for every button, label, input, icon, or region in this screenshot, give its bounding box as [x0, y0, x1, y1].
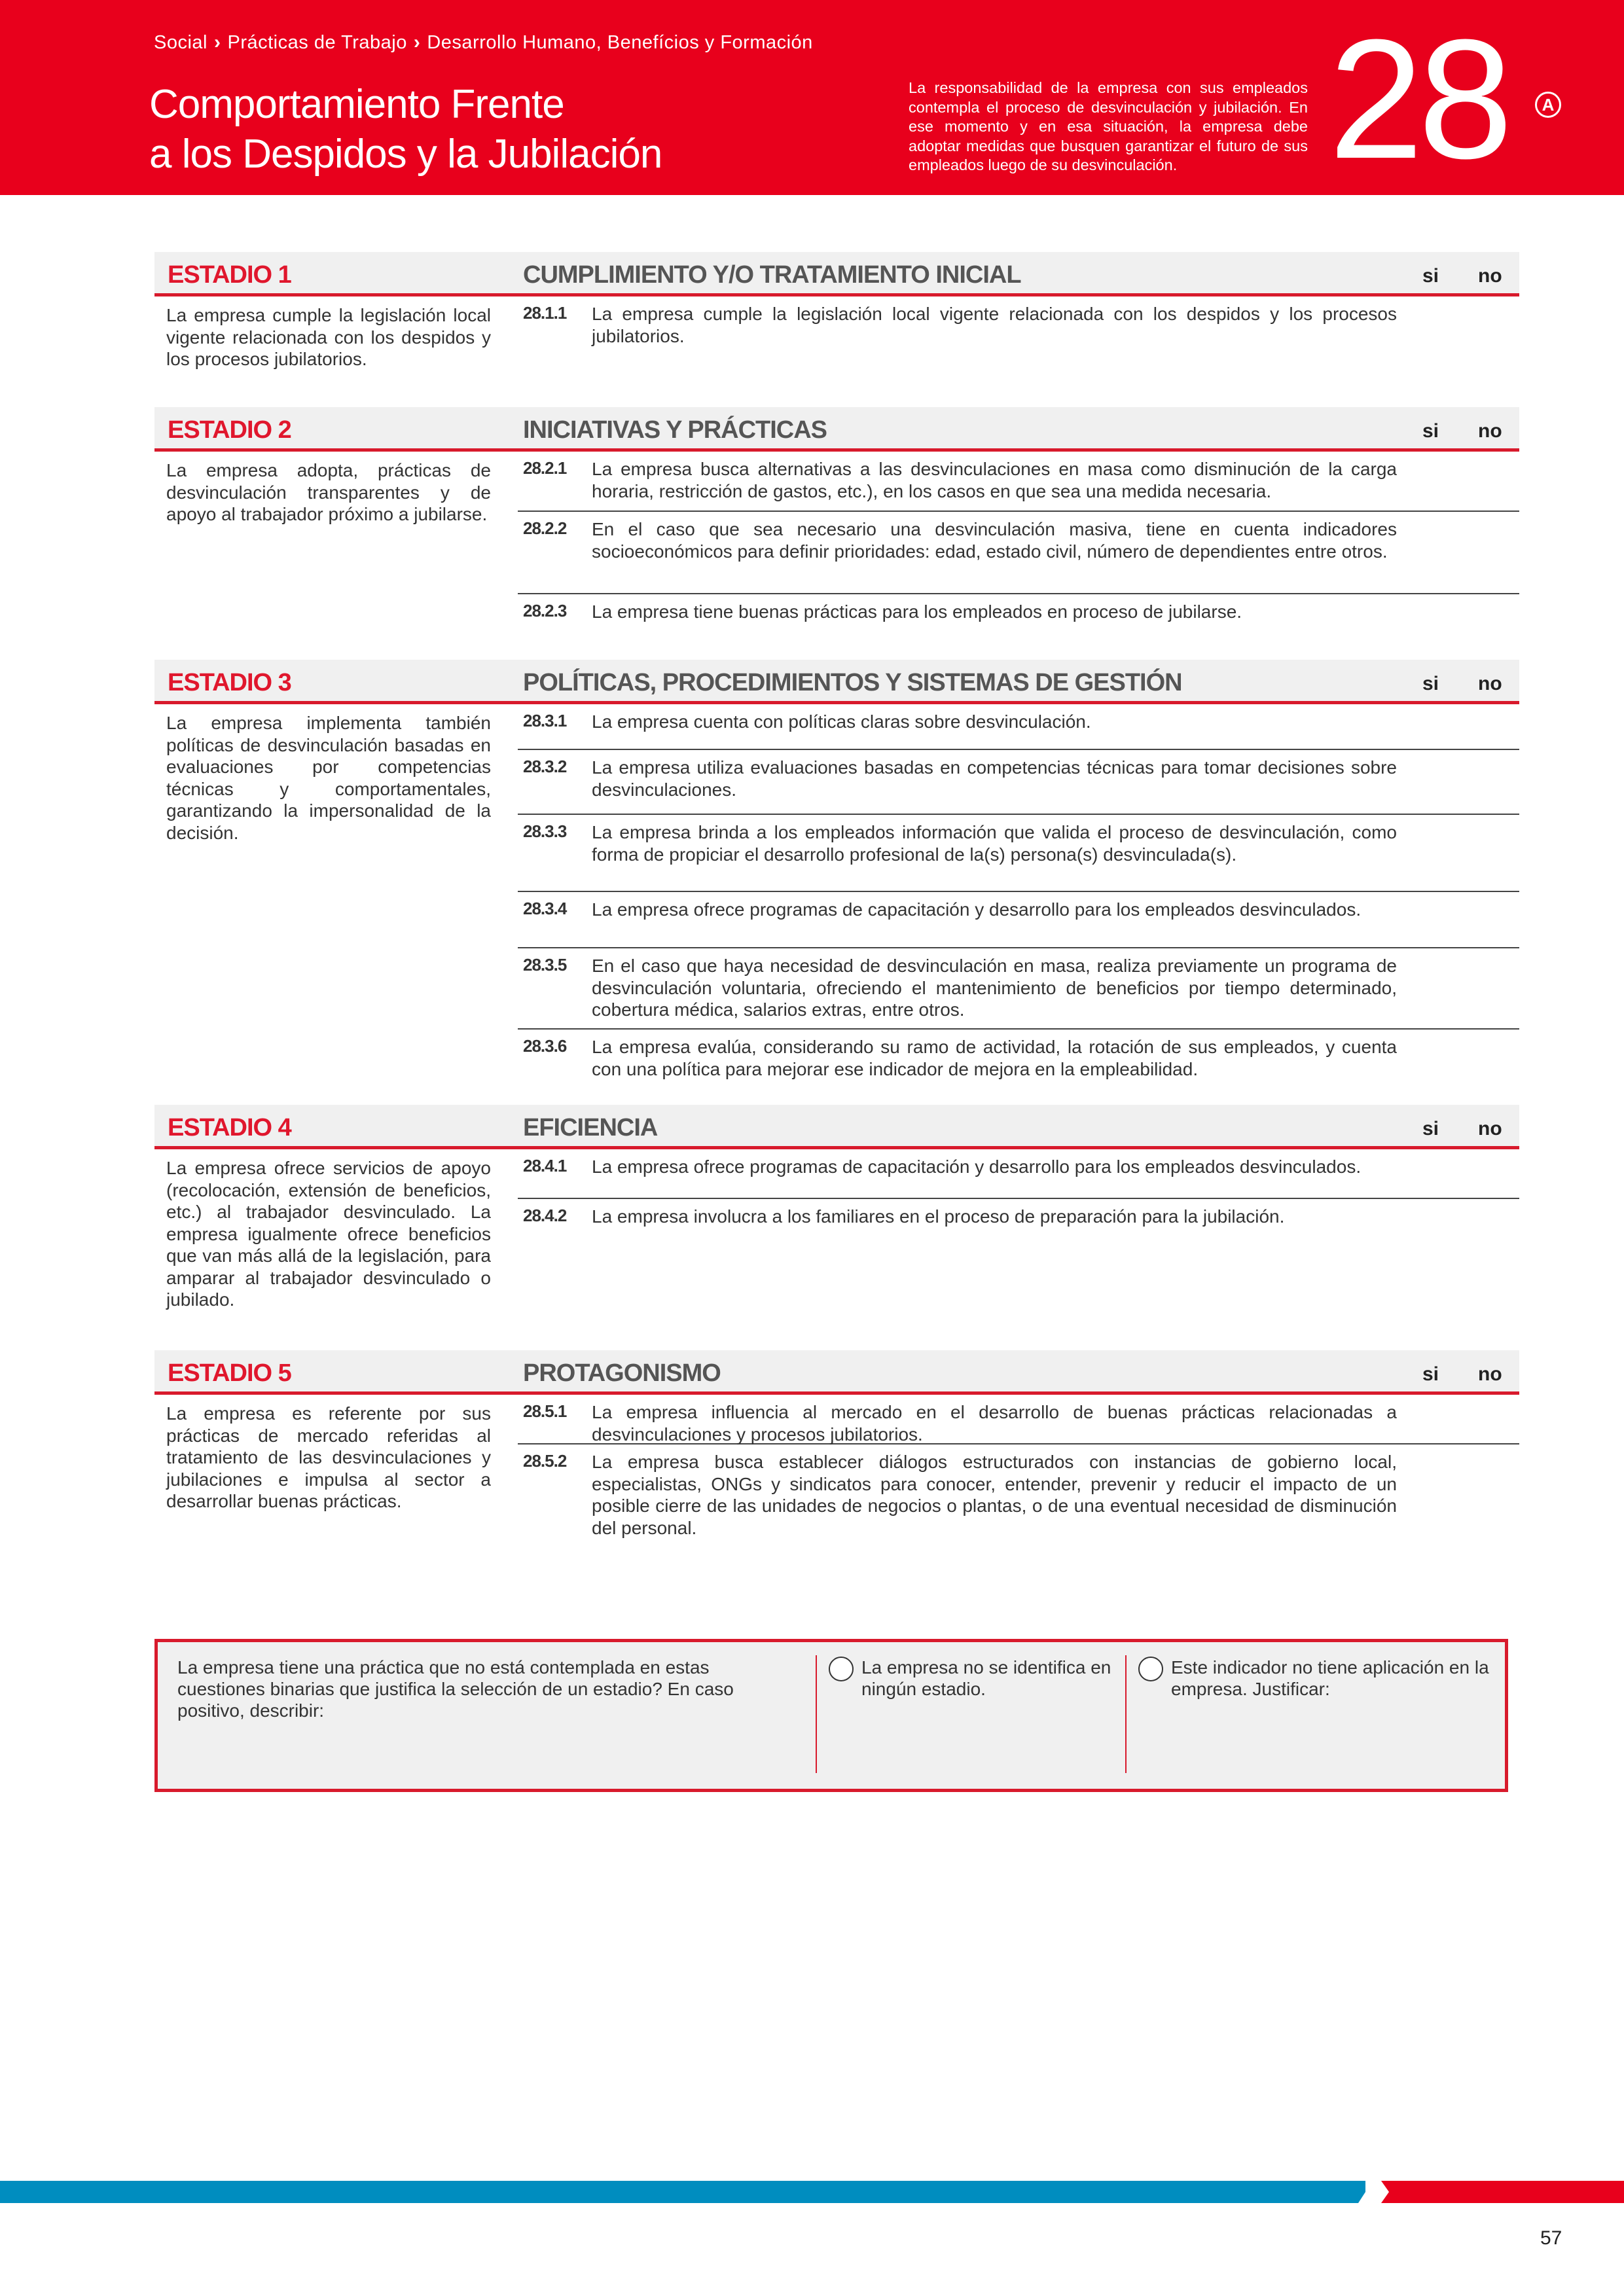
question-text: La empresa tiene buenas prácticas para los empleados en proceso de jubilarse. [592, 601, 1242, 622]
stage-header [154, 407, 1519, 452]
question-code: 28.3.5 [523, 955, 567, 975]
question-text: La empresa evalúa, considerando su ramo de actividad, la rotación de sus empleados, y cuenta con una política para mejorar ese indicador de mejora en la empleabilidad. [592, 1037, 1397, 1079]
stage-items [518, 704, 1519, 1098]
question-row [518, 892, 1519, 948]
question-row [518, 948, 1519, 1030]
stage-header [154, 660, 1519, 704]
stage-description: La empresa es referente por sus prácticas de mercado referidas al tratamiento de las desvinculaciones y jubilaciones e impulsa al sector a desarrollar buenas prácticas. [166, 1403, 491, 1511]
question-code: 28.3.4 [523, 899, 567, 918]
footer-bar-blue [0, 2181, 1365, 2203]
indicator-number: 28 [1329, 5, 1508, 194]
stage-description: La empresa adopta, prácticas de desvinculación transparentes y de apoyo al trabajador próximo a jubilarse. [166, 460, 491, 524]
page-title [149, 80, 662, 179]
stage-description: La empresa implementa también políticas de desvinculación basadas en evaluaciones por competencias técnicas y comportamentales, garantizando la impersonalidad de la decisión. [166, 713, 491, 843]
column-header-no: no [1478, 673, 1502, 694]
indicator-badge-icon: A [1535, 92, 1561, 118]
question-code: 28.4.1 [523, 1156, 567, 1175]
question-row [518, 1030, 1519, 1098]
stage-section-2 [154, 407, 1519, 659]
column-header-no: no [1478, 1118, 1502, 1139]
question-row [518, 452, 1519, 512]
column-header-no: no [1478, 1363, 1502, 1385]
divider [1125, 1655, 1127, 1773]
radio-no-stage[interactable] [829, 1657, 854, 1681]
question-code: 28.4.2 [523, 1206, 567, 1225]
question-row [518, 1149, 1519, 1199]
stage-header [154, 252, 1519, 296]
stage-section-1 [154, 252, 1519, 409]
question-code: 28.5.2 [523, 1451, 567, 1471]
breadcrumb [154, 31, 813, 54]
stage-items [518, 1149, 1519, 1249]
question-row [518, 815, 1519, 892]
title-line-1: Comportamiento Frente [149, 82, 564, 127]
option-no-stage-label: La empresa no se identifica en ningún estadio. [861, 1657, 1111, 1699]
stage-label: ESTADIO 5 [168, 1359, 291, 1387]
stage-label: ESTADIO 4 [168, 1114, 291, 1141]
question-text: La empresa influencia al mercado en el desarrollo de buenas prácticas relacionadas a desvinculaciones y procesos jubilatorios. [592, 1402, 1397, 1444]
question-row [518, 1444, 1519, 1552]
column-header-si: si [1422, 420, 1439, 442]
question-code: 28.3.1 [523, 711, 567, 730]
stage-items [518, 1395, 1519, 1552]
radio-not-applicable[interactable] [1138, 1657, 1163, 1681]
stage-label: ESTADIO 2 [168, 416, 291, 444]
page-header [0, 0, 1624, 195]
question-row [518, 704, 1519, 750]
chevron-right-icon: › [214, 31, 221, 53]
stage-section-5 [154, 1350, 1519, 1552]
question-row [518, 1395, 1519, 1444]
stage-items [518, 452, 1519, 659]
stage-body [154, 704, 1519, 1098]
stage-body [154, 1149, 1519, 1347]
question-row [518, 296, 1519, 409]
question-text: La empresa busca alternativas a las desvinculaciones en masa como disminución de la carga horaria, restricción de gastos, etc.), en los casos en que sea una medida necesaria. [592, 459, 1397, 501]
question-text: En el caso que haya necesidad de desvinculación en masa, realiza previamente un programa de desvinculación voluntaria, ofreciendo el mantenimiento de beneficios por tiempo determinado, cobertura médica, salarios extras, entre otros. [592, 956, 1397, 1020]
stage-items [518, 296, 1519, 409]
question-text: La empresa ofrece programas de capacitación y desarrollo para los empleados desvinculados. [592, 1157, 1362, 1177]
page-number: 57 [1540, 2227, 1562, 2249]
title-line-2: a los Despidos y la Jubilación [149, 132, 662, 177]
stage-label: ESTADIO 1 [168, 261, 291, 289]
column-header-si: si [1422, 1363, 1439, 1385]
breadcrumb-item-practicas[interactable]: Prácticas de Trabajo [227, 31, 407, 53]
chevron-right-icon: › [413, 31, 421, 53]
stage-title: EFICIENCIA [523, 1114, 658, 1141]
question-text: La empresa cumple la legislación local vigente relacionada con los despidos y los procesos jubilatorios. [592, 304, 1397, 346]
additional-practice-box [154, 1639, 1508, 1792]
question-code: 28.1.1 [523, 303, 567, 323]
question-code: 28.3.6 [523, 1036, 567, 1056]
additional-practice-question: La empresa tiene una práctica que no está contemplada en estas cuestiones binarias que justifica la selección de un estadio? En caso positivo, describir: [177, 1657, 734, 1721]
stage-header [154, 1350, 1519, 1395]
column-header-si: si [1422, 265, 1439, 287]
question-text: La empresa busca establecer diálogos estructurados con instancias de gobierno local, especialistas, ONGs y sindicatos para conocer, entender, prevenir y reducir el impacto de un posible cierre de las unidades de negocios o plantas, o de una eventual necesidad de disminución del personal. [592, 1452, 1397, 1538]
stage-description: La empresa cumple la legislación local vigente relacionada con los despidos y los procesos jubilatorios. [166, 305, 491, 369]
option-not-applicable-label: Este indicador no tiene aplicación en la empresa. Justificar: [1171, 1657, 1489, 1699]
question-row [518, 750, 1519, 815]
question-row [518, 512, 1519, 594]
question-code: 28.2.2 [523, 518, 567, 538]
option-no-stage[interactable] [829, 1657, 1117, 1700]
column-header-si: si [1422, 1118, 1439, 1139]
question-code: 28.3.2 [523, 757, 567, 776]
question-text: La empresa ofrece programas de capacitación y desarrollo para los empleados desvinculados. [592, 899, 1362, 920]
stage-description: La empresa ofrece servicios de apoyo (recolocación, extensión de beneficios, etc.) al trabajador desvinculado. La empresa igualmente ofrece beneficios que van más allá de la legislación, para amparar al trabajador desvinculado o jubilado. [166, 1158, 491, 1310]
stage-body [154, 296, 1519, 409]
question-code: 28.2.1 [523, 458, 567, 478]
stage-header [154, 1105, 1519, 1149]
option-not-applicable[interactable] [1138, 1657, 1505, 1700]
stage-title: PROTAGONISMO [523, 1359, 721, 1387]
breadcrumb-item-social[interactable]: Social [154, 31, 208, 53]
breadcrumb-item-desarrollo[interactable]: Desarrollo Humano, Benefícios y Formación [427, 31, 813, 53]
question-text: La empresa utiliza evaluaciones basadas en competencias técnicas para tomar decisiones sobre desvinculaciones. [592, 757, 1397, 800]
column-header-no: no [1478, 265, 1502, 287]
question-row [518, 594, 1519, 659]
question-code: 28.3.3 [523, 821, 567, 841]
stage-section-4 [154, 1105, 1519, 1347]
stage-title: CUMPLIMIENTO Y/O TRATAMIENTO INICIAL [523, 261, 1021, 289]
question-code: 28.2.3 [523, 601, 567, 620]
stage-title: INICIATIVAS Y PRÁCTICAS [523, 416, 827, 444]
question-code: 28.5.1 [523, 1401, 567, 1421]
column-header-no: no [1478, 420, 1502, 442]
intro-text: La responsabilidad de la empresa con sus empleados contempla el proceso de desvinculación y jubilación. En ese momento y en esa situación, la empresa debe adoptar medidas que busquen garantizar el futuro de sus empleados luego de su desvinculación. [909, 79, 1308, 173]
footer-bar-red [1381, 2181, 1624, 2203]
question-row [518, 1199, 1519, 1249]
question-text: La empresa cuenta con políticas claras sobre desvinculación. [592, 711, 1091, 732]
column-header-si: si [1422, 673, 1439, 694]
question-text: La empresa brinda a los empleados información que valida el proceso de desvinculación, como forma de propiciar el desarrollo profesional de la(s) persona(s) desvinculada(s). [592, 822, 1397, 865]
stage-title: POLÍTICAS, PROCEDIMIENTOS Y SISTEMAS DE GESTIÓN [523, 669, 1182, 696]
stage-label: ESTADIO 3 [168, 669, 291, 696]
stage-section-3 [154, 660, 1519, 1098]
question-text: La empresa involucra a los familiares en el proceso de preparación para la jubilación. [592, 1206, 1285, 1227]
stage-body [154, 452, 1519, 659]
divider [816, 1655, 817, 1773]
stage-body [154, 1395, 1519, 1552]
question-text: En el caso que sea necesario una desvinculación masiva, tiene en cuenta indicadores socioeconómicos para definir prioridades: edad, estado civil, número de dependientes entre otros. [592, 519, 1397, 562]
